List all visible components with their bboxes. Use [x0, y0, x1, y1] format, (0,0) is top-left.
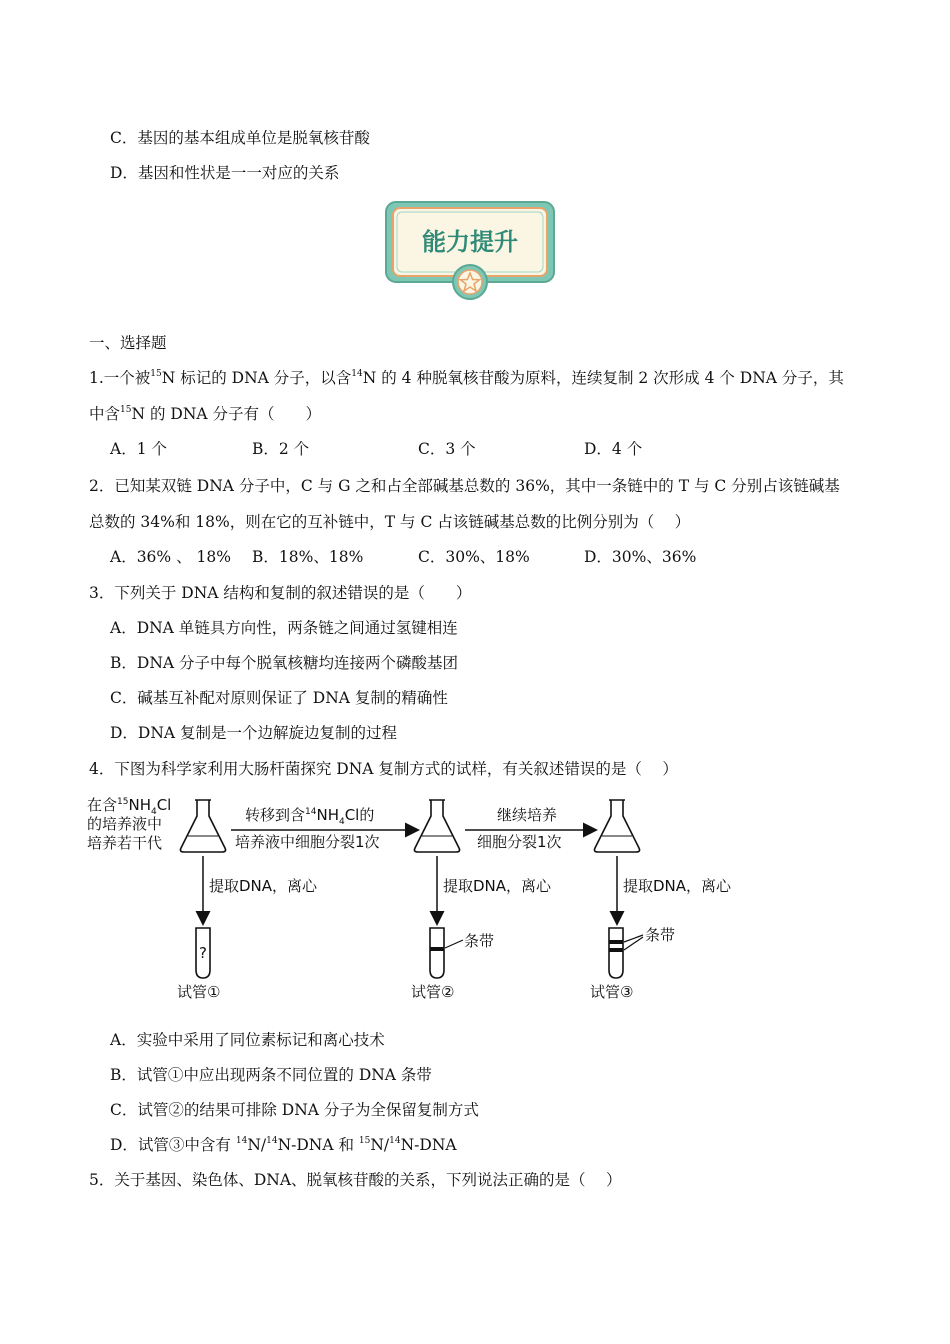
test-tube-2: [430, 928, 444, 978]
start-label-line3: 培养若干代: [87, 834, 163, 852]
arrow2-bottom-label: 细胞分裂1次: [477, 833, 562, 851]
tube3-label: 试管③: [590, 983, 634, 1001]
test-tube-3: [609, 928, 623, 978]
tube2-band-pointer: [445, 940, 463, 948]
q4-option-a: A．实验中采用了同位素标记和离心技术: [110, 1031, 385, 1049]
tube1-label: 试管①: [177, 983, 221, 1001]
badge-title: 能力提升: [422, 228, 518, 256]
q2-option-b: B．18%、18%: [252, 548, 364, 566]
tube2-label: 试管②: [411, 983, 455, 1001]
q1-option-a: A．1 个: [110, 440, 167, 458]
q3-option-a: A．DNA 单链具方向性，两条链之间通过氢键相连: [110, 619, 458, 637]
q1-line1: 1.一个被$^{15}$N 标记的 DNA 分子，以含$^{14}$N 的 4 种脱氧核苷酸为原料，连续复制 2 次形成 4 个 DNA 分子，其: [89, 368, 844, 387]
ability-badge: [384, 200, 556, 300]
q1-option-c: C．3 个: [418, 440, 476, 458]
q4-option-c: C．试管②的结果可排除 DNA 分子为全保留复制方式: [110, 1101, 479, 1119]
flask-1: [180, 800, 225, 852]
arrow1-bottom-label: 培养液中细胞分裂1次: [235, 833, 380, 851]
tube2-band-label: 条带: [464, 932, 495, 950]
q3-option-c: C．碱基互补配对原则保证了 DNA 复制的精确性: [110, 689, 448, 707]
q2-line2: 总数的 34%和 18%，则在它的互补链中，T 与 C 占该链碱基总数的比例分别为（ ）: [89, 513, 691, 531]
q2-option-d: D．30%、36%: [584, 548, 697, 566]
tube3-band-label: 条带: [645, 926, 676, 944]
q2-option-a: A．36% 、 18%: [110, 548, 231, 566]
q1-option-b: B．2 个: [252, 440, 310, 458]
q3-option-d: D．DNA 复制是一个边解旋边复制的过程: [110, 724, 398, 742]
flask-3: [594, 800, 639, 852]
option-d: D．基因和性状是一一对应的关系: [110, 164, 340, 182]
q5-stem: 5．关于基因、染色体、DNA、脱氧核苷酸的关系，下列说法正确的是（ ）: [89, 1171, 622, 1189]
q2-option-c: C．30%、18%: [418, 548, 530, 566]
section-title: 一、选择题: [89, 334, 167, 352]
start-label-line2: 的培养液中: [87, 815, 163, 833]
q3-option-b: B．DNA 分子中每个脱氧核糖均连接两个磷酸基团: [110, 654, 459, 672]
q3-stem: 3．下列关于 DNA 结构和复制的叙述错误的是（ ）: [89, 584, 472, 602]
q1-line2: 中含$^{15}$N 的 DNA 分子有（ ）: [89, 404, 321, 423]
extract-label-1: 提取DNA，离心: [209, 877, 318, 895]
tube2-band: [430, 947, 444, 951]
q1-option-d: D．4 个: [584, 440, 643, 458]
option-c: C．基因的基本组成单位是脱氧核苷酸: [110, 129, 370, 147]
tube1-question-mark: ?: [199, 944, 207, 962]
arrow2-top-label: 继续培养: [497, 806, 558, 824]
flask-2: [414, 800, 459, 852]
q2-line1: 2．已知某双链 DNA 分子中，C 与 G 之和占全部碱基总数的 36%，其中一条链中的 T 与 C 分别占该链碱基: [89, 477, 840, 495]
q4-option-b: B．试管①中应出现两条不同位置的 DNA 条带: [110, 1066, 432, 1084]
tube3-band-upper: [609, 940, 623, 944]
arrow1-top-label: 转移到含$^{14}NH_4Cl$的: [245, 806, 375, 827]
extract-label-3: 提取DNA，离心: [623, 877, 732, 895]
q4-stem: 4．下图为科学家利用大肠杆菌探究 DNA 复制方式的试样，有关叙述错误的是（ ）: [89, 760, 678, 778]
start-label-line1: 在含$^{15}NH_4Cl$: [87, 796, 172, 817]
tube3-band-lower: [609, 948, 623, 952]
q4-option-d: D．试管③中含有 $^{14}$N/$^{14}$N-DNA 和 $^{15}$N/$^{14}$N-DNA: [110, 1135, 457, 1154]
dna-replication-diagram: [85, 790, 765, 1005]
extract-label-2: 提取DNA，离心: [443, 877, 552, 895]
